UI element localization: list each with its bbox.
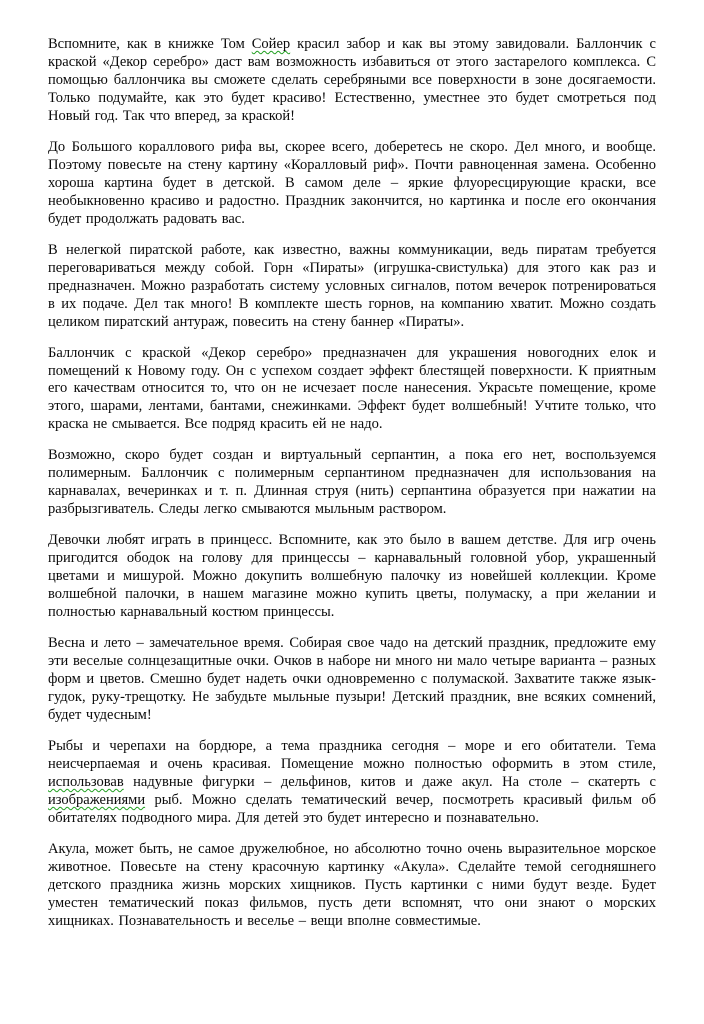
paragraph [48,447,656,519]
text-run: рыб. Можно сделать тематический вечер, посмотреть красивый фильм об обитателях подводного мира. Для детей это будет интересно и познавательно. [48,791,656,826]
text-run: надувные фигурки – дельфинов, китов и даже акул. На столе – скатерть с [123,773,656,790]
paragraph [48,532,656,622]
paragraph [48,841,656,931]
text-run: Вспомните, как в книжке Том [48,36,252,52]
text-run: Весна и лето – замечательное время. Собирая свое чадо на детский праздник, предложите ему эти веселые солнцезащитные очки. Очков в наборе ни много ни мало четыре варианта – разных форм и цветов. Смешно будет надеть очки одновременно с полумаской. Захватите также язык-гудок, руку-трещотку. Не забудьте мыльные пузыри! Детский праздник, вне всяких сомнений, будет чудесным! [48,635,656,723]
document-body [48,36,656,931]
text-run: Акула, может быть, не самое дружелюбное, но абсолютно точно очень выразительное морское животное. Повесьте на стену красочную картинку «Акула». Сделайте темой сегодняшнего детского праздника жизнь морских хищников. Пусть картинки с ними будут везде. Будет уместен тематический показ фильмов, пусть дети вспомнят, что они знают о морских хищниках. Познавательность и веселье – вещи вполне совместимые. [48,840,656,929]
text-run: До Большого кораллового рифа вы, скорее всего, доберетесь не скоро. Дел много, и вообще. Поэтому повесьте на стену картину «Коралловый риф». Почти равноценная замена. Особенно хороша картина будет в детской. В самом деле – яркие флуоресцирующие краски, все необыкновенно красиво и радостно. Праздник закончится, но картинка и после его окончания будет продолжать радовать вас. [48,138,656,227]
paragraph [48,738,656,828]
paragraph [48,139,656,229]
text-run: красил забор и как вы этому завидовали. Баллончик с краской «Декор серебро» даст вам возможность избавиться от этого застарелого комплекса. С помощью баллончика вы сможете сделать серебряными все поверхности в зоне досягаемости. Только подумайте, как это будет красиво! Естественно, уместнее это будет смотреться под Новый год. Так что вперед, за краской! [48,36,656,124]
spellcheck-flagged-word: Сойер [251,36,291,52]
text-run: Рыбы и черепахи на бордюре, а тема праздника сегодня – море и его обитатели. Тема неисчерпаемая и очень красивая. Помещение можно полностью оформить в этом стиле, [48,737,656,772]
paragraph [48,345,656,435]
text-run: Возможно, скоро будет создан и виртуальный серпантин, а пока его нет, воспользуемся полимерным. Баллончик с полимерным серпантином предназначен для использования на карнавалах, вечеринках и т. п. Длинная струя (нить) серпантина образуется при нажатии на разбрызгиватель. Следы легко смываются мыльным раствором. [48,447,656,518]
text-run: В нелегкой пиратской работе, как известно, важны коммуникации, ведь пиратам требуется переговариваться между собой. Горн «Пираты» (игрушка-свистулька) для этого как раз и предназначен. Можно разработать систему условных сигналов, потом вечерок потренироваться в их подаче. Дел так много! В комплекте шесть горнов, на компанию хватит. Можно создать целиком пиратский антураж, повесить на стену баннер «Пираты». [48,241,656,330]
text-run: Девочки любят играть в принцесс. Вспомните, как это было в вашем детстве. Для игр очень пригодится ободок на голову для принцессы – карнавальный головной убор, украшенный цветами и мишурой. Можно докупить волшебную палочку из новейшей коллекции. Кроме волшебной палочки, в нашем магазине можно купить цветы, полумаску, а при желании и полностью карнавальный костюм принцессы. [48,532,656,621]
spellcheck-flagged-word: использовав [48,773,124,790]
paragraph [48,36,656,126]
paragraph [48,635,656,725]
text-run: Баллончик с краской «Декор серебро» предназначен для украшения новогодних елок и помещений к Новому году. Он с успехом создает эффект блестящей поверхности. К приятным его качествам относится то, что он не исчезает после нанесения. Украсьте помещение, кроме этого, шарами, лентами, бантами, снежинками. Эффект будет волшебный! Учтите только, что краска не смывается. Все подряд красить ей не надо. [48,344,656,433]
spellcheck-flagged-word: изображениями [48,791,146,808]
paragraph [48,242,656,332]
